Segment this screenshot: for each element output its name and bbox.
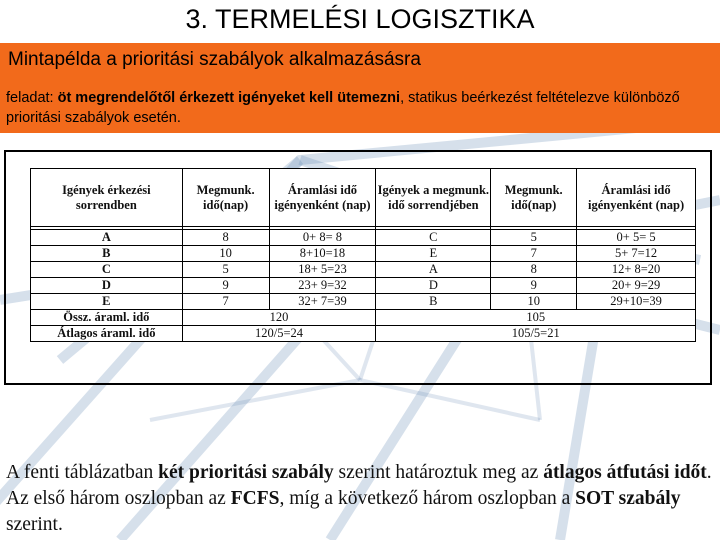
table-cell: 7 <box>182 294 269 310</box>
conclusion-part: . Az első három oszlopban az <box>6 462 712 509</box>
table-cell: 12+ 8=20 <box>577 262 696 278</box>
table-avg-row <box>31 326 696 342</box>
table-row <box>31 278 696 294</box>
table-cell: 23+ 9=32 <box>269 278 376 294</box>
table-cell: 9 <box>182 278 269 294</box>
table-cell: A <box>31 230 183 246</box>
table-row <box>31 230 696 246</box>
header-cell: Megmunk. idő(nap) <box>182 169 269 227</box>
table-cell: 10 <box>491 294 577 310</box>
table-cell: B <box>376 294 491 310</box>
sum-fcfs: 120 <box>182 310 376 326</box>
conclusion-emphasis: FCFS <box>230 488 280 509</box>
table-cell: 10 <box>182 246 269 262</box>
table-cell: E <box>376 246 491 262</box>
slide-title: 3. TERMELÉSI LOGISZTIKA <box>185 4 535 34</box>
table-cell: B <box>31 246 183 262</box>
table-cell: 5 <box>491 230 577 246</box>
table-cell: 0+ 8= 8 <box>269 230 376 246</box>
conclusion-part: A fenti táblázatban <box>6 462 159 483</box>
sum-label: Össz. áraml. idő <box>31 310 183 326</box>
table-cell: 8 <box>182 230 269 246</box>
table-row <box>31 246 696 262</box>
task-description <box>6 88 711 128</box>
table-header-row <box>31 169 696 227</box>
table-cell: 18+ 5=23 <box>269 262 376 278</box>
table-cell: 9 <box>491 278 577 294</box>
conclusion-emphasis: SOT szabály <box>575 488 681 509</box>
task-prefix: feladat: <box>6 90 58 106</box>
table-row <box>31 294 696 310</box>
table-cell: A <box>376 262 491 278</box>
table-sum-row <box>31 310 696 326</box>
schedule-table <box>30 168 696 342</box>
sum-sot: 105 <box>376 310 696 326</box>
avg-fcfs: 120/5=24 <box>182 326 376 342</box>
table-row <box>31 262 696 278</box>
header-cell: Megmunk. idő(nap) <box>491 169 577 227</box>
table-cell: 8 <box>491 262 577 278</box>
header-panel <box>0 43 720 133</box>
conclusion-emphasis: két prioritási szabály <box>158 462 334 483</box>
table-cell: 5 <box>182 262 269 278</box>
table-cell: E <box>31 294 183 310</box>
table-cell: 0+ 5= 5 <box>577 230 696 246</box>
header-cell: Áramlási idő igényenként (nap) <box>577 169 696 227</box>
table-cell: C <box>376 230 491 246</box>
table-cell: D <box>376 278 491 294</box>
task-suffix: , statikus beérkezést feltételezve különböző prioritási szabályok esetén. <box>6 90 680 126</box>
conclusion-text <box>6 460 712 538</box>
table-cell: 20+ 9=29 <box>577 278 696 294</box>
header-cell: Igények érkezési sorrendben <box>31 169 183 227</box>
table-cell: 7 <box>491 246 577 262</box>
header-cell: Igények a megmunk. idő sorrendjében <box>376 169 491 227</box>
task-emphasis: öt megrendelőtől érkezett igényeket kell ütemezni <box>57 90 401 106</box>
conclusion-part: szerint. <box>6 514 63 535</box>
table-cell: 5+ 7=12 <box>577 246 696 262</box>
avg-sot: 105/5=21 <box>376 326 696 342</box>
conclusion-part: , míg a következő három oszlopban a <box>279 488 576 509</box>
conclusion-emphasis: átlagos átfutási időt <box>543 462 707 483</box>
table-cell: D <box>31 278 183 294</box>
table-frame <box>4 150 712 385</box>
slide-subtitle: Mintapélda a prioritási szabályok alkalmazásásra <box>8 49 421 70</box>
table-cell: 29+10=39 <box>577 294 696 310</box>
conclusion-part: szerint határoztuk meg az <box>333 462 544 483</box>
table-cell: 32+ 7=39 <box>269 294 376 310</box>
avg-label: Átlagos áraml. idő <box>31 326 183 342</box>
table-cell: 8+10=18 <box>269 246 376 262</box>
header-cell: Áramlási idő igényenként (nap) <box>269 169 376 227</box>
table-cell: C <box>31 262 183 278</box>
